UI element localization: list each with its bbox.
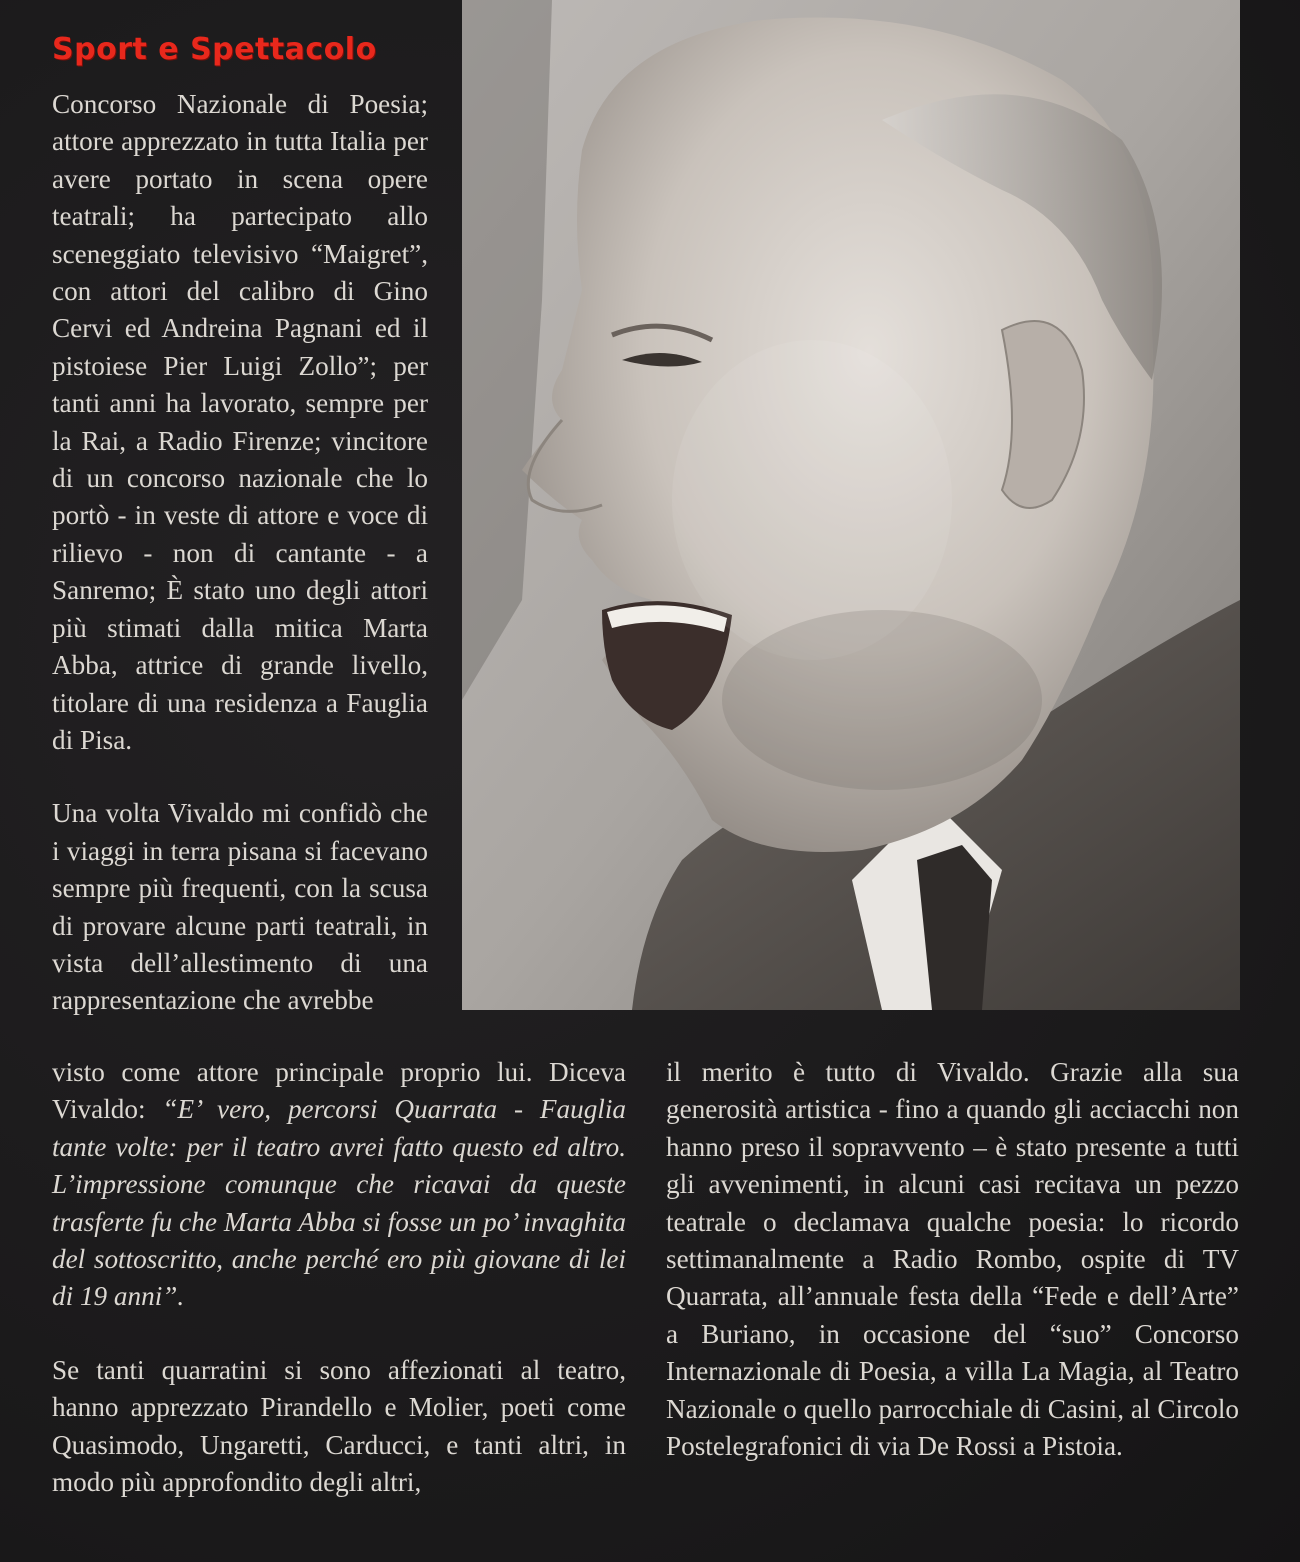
paragraph-3: Se tanti quarratini si sono affezionati al teatro, hanno apprezzato Pirandello e Molier, poeti come Quasimodo, Ungaretti, Carducci, e tanti altri, in modo più approfondito degli altri,: [52, 1354, 626, 1498]
paragraph-2-cont-text: visto come attore principale proprio lui. Diceva Vivaldo:: [52, 1057, 626, 1125]
left-column: [52, 86, 428, 1020]
lower-left-column: [52, 1054, 626, 1501]
lower-right-column: [666, 1054, 1239, 1465]
portrait-photo: [462, 0, 1240, 1010]
section-title: Sport e Spettacolo: [52, 32, 377, 67]
vivaldo-quote: “E’ vero, percorsi Quarrata - Fauglia tante volte: per il teatro avrei fatto questo ed altro. L’impressione comunque che ricavai da queste trasferte fu che Marta Abba si fosse un po’ invaghita del sottoscritto, anche perché ero più giovane di lei di 19 anni”.: [52, 1094, 626, 1312]
paragraph-2-top: Una volta Vivaldo mi confidò che i viaggi in terra pisana si facevano sempre più frequenti, con la scusa di provare alcune parti teatrali, in vista dell’allestimento di una rappresentazione che avrebbe: [52, 798, 428, 1016]
paragraph-4: il merito è tutto di Vivaldo. Grazie alla sua generosità artistica - fino a quando gli acciacchi non hanno preso il sopravvento – è stato presente a tutti gli avvenimenti, in alcuni casi recitava un pezzo teatrale o declamava qualche poesia: lo ricordo settimanalmente a Radio Rombo, ospite di TV Quarrata, all’annuale festa della “Fede e dell’Arte” a Buriano, in occasione del “suo” Concorso Internazionale di Poesia, a villa La Magia, al Teatro Nazionale o quello parrocchiale di Casini, al Circolo Postelegrafonici di via De Rossi a Pistoia.: [666, 1057, 1239, 1462]
portrait-illustration: [462, 0, 1240, 1010]
paragraph-1: Concorso Nazionale di Poesia; attore apprezzato in tutta Italia per avere portato in scena opere teatrali; ha partecipato allo sceneggiato televisivo “Maigret”, con attori del calibro di Gino Cervi ed Andreina Pagnani ed il pistoiese Pier Luigi Zollo”; per tanti anni ha lavorato, sempre per la Rai, a Radio Firenze; vincitore di un concorso nazionale che lo portò - in veste di attore e voce di rilievo - non di cantante - a Sanremo; È stato uno degli attori più stimati dalla mitica Marta Abba, attrice di grande livello, titolare di una residenza a Fauglia di Pisa.: [52, 89, 428, 755]
paragraph-2-continuation: [52, 1054, 626, 1316]
